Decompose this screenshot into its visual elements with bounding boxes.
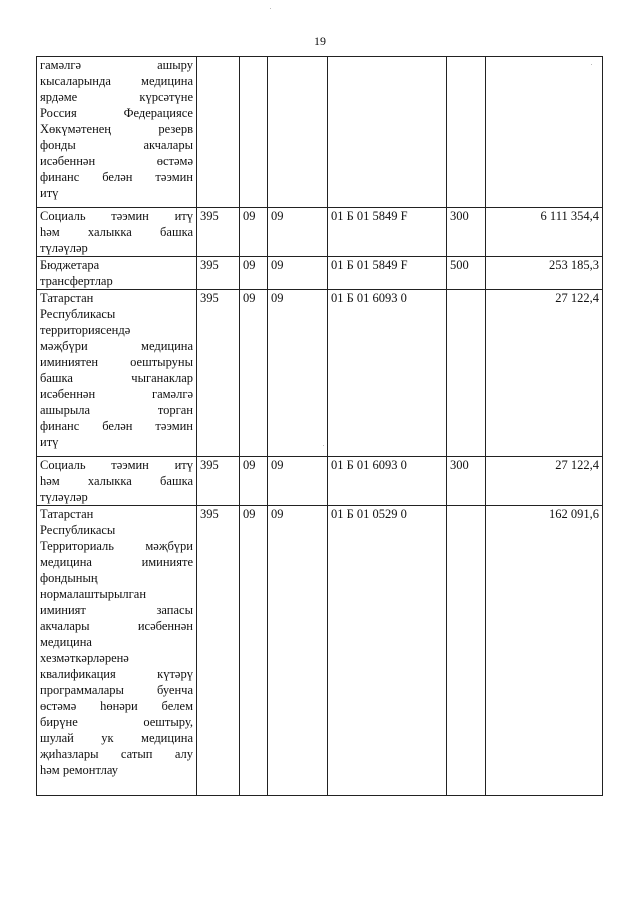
expense-type-code xyxy=(447,506,486,796)
description-line: шулай ук медицина xyxy=(40,731,193,745)
description-line: ашырыла торган xyxy=(40,403,193,417)
description-line: итү xyxy=(40,186,59,200)
row-description xyxy=(37,57,197,208)
ministry-code: 395 xyxy=(197,506,240,796)
subsection-code xyxy=(268,57,328,208)
table-row xyxy=(37,457,603,506)
table-row xyxy=(37,290,603,457)
description-line: квалификация күтәрү xyxy=(40,667,193,681)
description-line: финанс белән тәэмин xyxy=(40,170,193,184)
amount xyxy=(486,57,603,208)
description-line: түләүләр xyxy=(40,490,88,504)
description-line: һәм халыкка башка xyxy=(40,474,193,488)
section-code: 09 xyxy=(240,257,268,290)
description-line: иминият запасы xyxy=(40,603,193,617)
description-line: медицина xyxy=(40,635,92,649)
subsection-code: 09 xyxy=(268,290,328,457)
description-line: иминиятен оештыруны xyxy=(40,355,193,369)
target-article-code: 01 Б 01 5849 F xyxy=(328,257,447,290)
subsection-code: 09 xyxy=(268,208,328,257)
description-line: һәм ремонтлау xyxy=(40,763,119,777)
description-line: мәҗбүри медицина xyxy=(40,339,193,353)
expense-type-code xyxy=(447,57,486,208)
description-line: бирүне оештыру, xyxy=(40,715,193,729)
description-line: итү xyxy=(40,435,59,449)
description-line: фондының xyxy=(40,571,98,585)
subsection-code: 09 xyxy=(268,257,328,290)
table-row xyxy=(37,506,603,796)
target-article-code: 01 Б 01 0529 0 xyxy=(328,506,447,796)
description-line: исәбеннән өстәмә xyxy=(40,154,193,168)
description-line: Республикасы xyxy=(40,307,116,321)
expense-type-code: 300 xyxy=(447,457,486,506)
description-line: Республикасы xyxy=(40,523,116,537)
description-line: медицина иминияте xyxy=(40,555,193,569)
description-line: финанс белән тәэмин xyxy=(40,419,193,433)
description-line: башка чыганаклар xyxy=(40,371,193,385)
description-line: ярдәме күрсәтүне xyxy=(40,90,193,104)
description-line: Социаль тәэмин итү xyxy=(40,458,193,472)
description-line: Татарстан xyxy=(40,507,94,521)
row-description xyxy=(37,457,197,506)
target-article-code xyxy=(328,57,447,208)
description-line: җиһазлары сатып алу xyxy=(40,747,193,761)
description-line: Татарстан xyxy=(40,291,94,305)
table-row xyxy=(37,208,603,257)
page-number: 19 xyxy=(314,34,326,48)
expense-type-code: 300 xyxy=(447,208,486,257)
target-article-code: 01 Б 01 6093 0 xyxy=(328,290,447,457)
budget-table xyxy=(36,56,603,796)
amount: 6 111 354,4 xyxy=(486,208,603,257)
row-description xyxy=(37,290,197,457)
description-line: трансфертлар xyxy=(40,274,113,288)
description-line: нормалаштырылган xyxy=(40,587,147,601)
ministry-code: 395 xyxy=(197,457,240,506)
section-code: 09 xyxy=(240,506,268,796)
expense-type-code: 500 xyxy=(447,257,486,290)
scan-speck xyxy=(270,8,271,9)
description-line: Социаль тәэмин итү xyxy=(40,209,193,223)
expense-type-code xyxy=(447,290,486,457)
row-description xyxy=(37,257,197,290)
section-code: 09 xyxy=(240,457,268,506)
ministry-code: 395 xyxy=(197,290,240,457)
subsection-code: 09 xyxy=(268,457,328,506)
section-code: 09 xyxy=(240,290,268,457)
description-line: хезмәткәрләренә xyxy=(40,651,129,665)
description-line: һәм халыкка башка xyxy=(40,225,193,239)
description-line: фонды акчалары xyxy=(40,138,193,152)
description-line: Россия Федерациясе xyxy=(40,106,193,120)
target-article-code: 01 Б 01 6093 0 xyxy=(328,457,447,506)
row-description xyxy=(37,208,197,257)
ministry-code xyxy=(197,57,240,208)
table-row xyxy=(37,257,603,290)
amount: 27 122,4 xyxy=(486,457,603,506)
description-line: акчалары исәбеннән xyxy=(40,619,193,633)
section-code xyxy=(240,57,268,208)
description-line: гамәлгә ашыру xyxy=(40,58,193,72)
section-code: 09 xyxy=(240,208,268,257)
description-line: исәбеннән гамәлгә xyxy=(40,387,193,401)
ministry-code: 395 xyxy=(197,208,240,257)
ministry-code: 395 xyxy=(197,257,240,290)
description-line: программалары буенча xyxy=(40,683,193,697)
description-line: Хөкүмәтенең резерв xyxy=(40,122,193,136)
row-description xyxy=(37,506,197,796)
description-line: территориясендә xyxy=(40,323,131,337)
description-line: өстәмә һөнәри белем xyxy=(40,699,193,713)
description-line: Бюджетара xyxy=(40,258,100,272)
subsection-code: 09 xyxy=(268,506,328,796)
description-line: түләүләр xyxy=(40,241,88,255)
amount: 27 122,4 xyxy=(486,290,603,457)
description-line: кысаларында медицина xyxy=(40,74,193,88)
table-row xyxy=(37,57,603,208)
amount: 162 091,6 xyxy=(486,506,603,796)
description-line: Территориаль мәҗбүри xyxy=(40,539,193,553)
amount: 253 185,3 xyxy=(486,257,603,290)
target-article-code: 01 Б 01 5849 F xyxy=(328,208,447,257)
